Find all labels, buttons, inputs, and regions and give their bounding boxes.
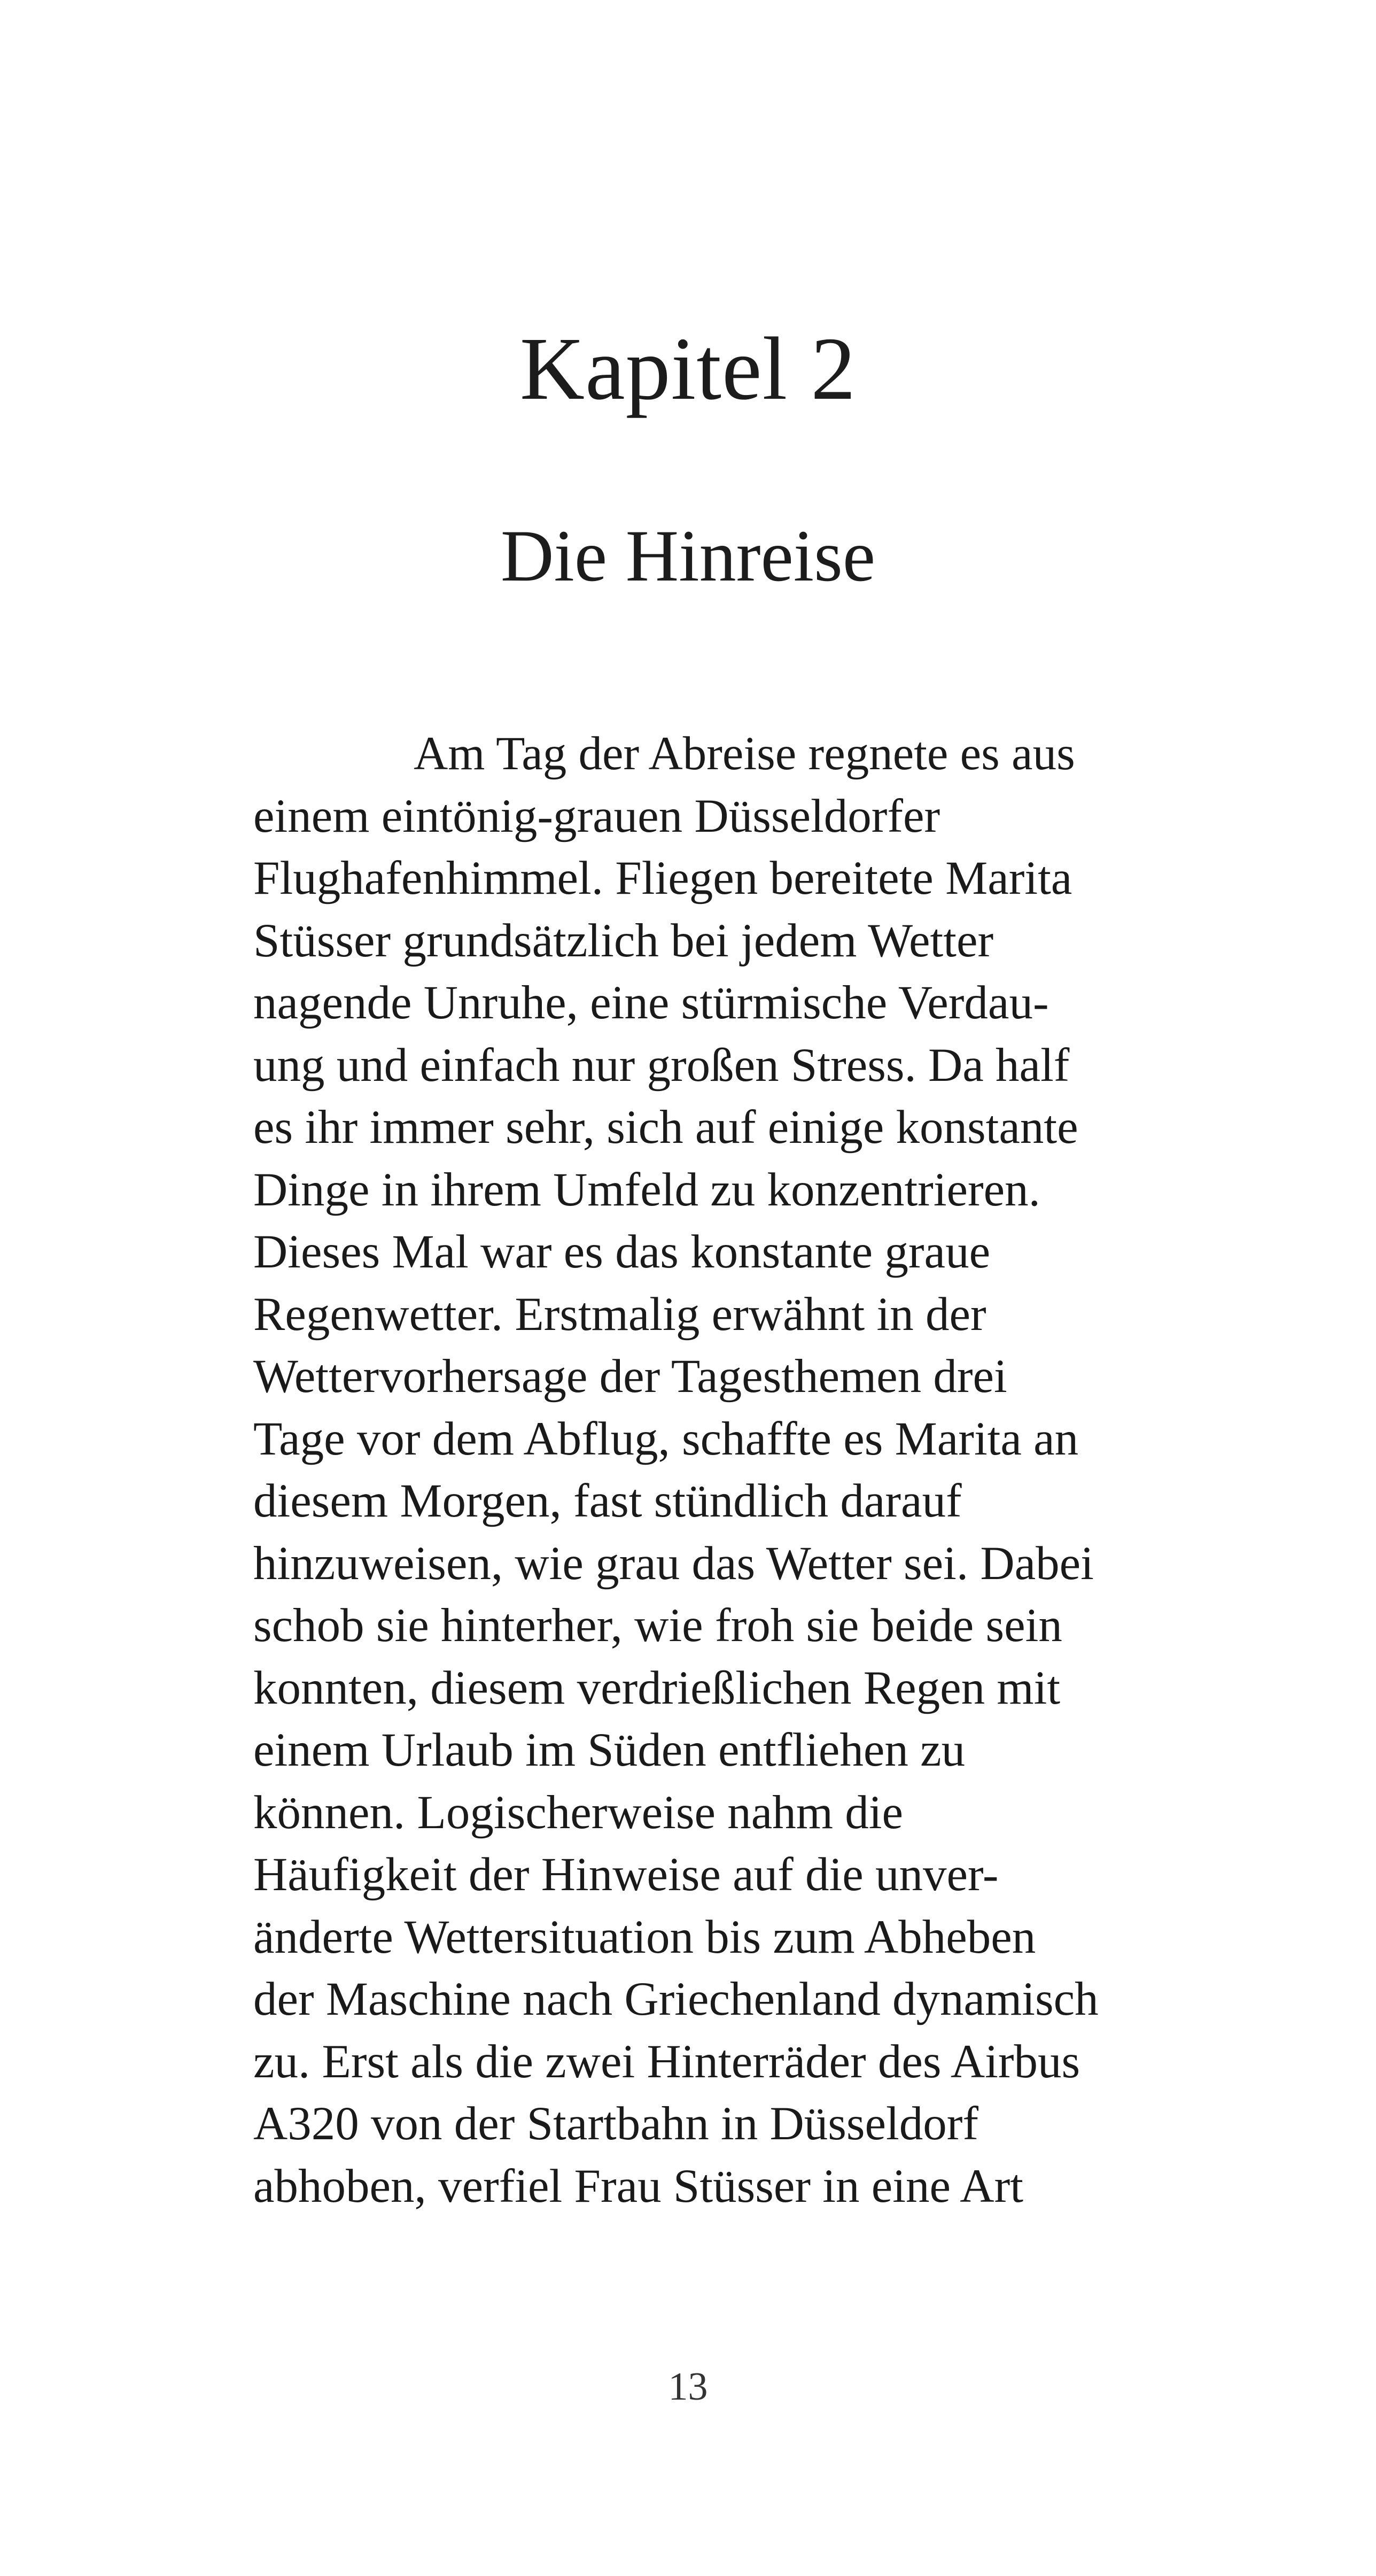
page-number: 13 bbox=[668, 2365, 708, 2409]
text-line: Wettervorhersage der Tagesthemen drei bbox=[253, 1350, 1007, 1403]
text-line: schob sie hinterher, wie froh sie beide sein bbox=[253, 1599, 1062, 1652]
text-line: konnten, diesem verdrießlichen Regen mit bbox=[253, 1661, 1061, 1714]
text-line: Regenwetter. Erstmalig erwähnt in der bbox=[253, 1288, 986, 1341]
text-line: diesem Morgen, fast stündlich darauf bbox=[253, 1475, 962, 1527]
text-line: Häufigkeit der Hinweise auf die unver- bbox=[253, 1848, 999, 1901]
text-line: Stüsser grundsätzlich bei jedem Wetter bbox=[253, 914, 994, 967]
text-line: es ihr immer sehr, sich auf einige konstante bbox=[253, 1101, 1078, 1154]
chapter-title: Kapitel 2 bbox=[519, 319, 857, 419]
text-line: zu. Erst als die zwei Hinterräder des Airbus bbox=[253, 2035, 1080, 2088]
text-line: Tage vor dem Abflug, schaffte es Marita an bbox=[253, 1412, 1079, 1465]
text-line: Dieses Mal war es das konstante graue bbox=[253, 1226, 991, 1278]
text-line: können. Logischerweise nahm die bbox=[253, 1786, 903, 1839]
body-paragraph bbox=[253, 723, 1130, 2217]
text-line: Am Tag der Abreise regnete es aus bbox=[414, 728, 1075, 780]
text-line: A320 von der Startbahn in Düsseldorf bbox=[253, 2098, 979, 2150]
text-line: hinzuweisen, wie grau das Wetter sei. Dabei bbox=[253, 1537, 1094, 1590]
text-line: änderte Wettersituation bis zum Abheben bbox=[253, 1910, 1036, 1963]
text-line: Dinge in ihrem Umfeld zu konzentrieren. bbox=[253, 1163, 1040, 1216]
text-line: der Maschine nach Griechenland dynamisch bbox=[253, 1973, 1099, 2025]
text-line: einem Urlaub im Süden entfliehen zu bbox=[253, 1724, 966, 1776]
text-line: einem eintönig-grauen Düsseldorfer bbox=[253, 790, 940, 842]
text-line: abhoben, verfiel Frau Stüsser in eine Art bbox=[253, 2160, 1023, 2213]
text-line: Flughafenhimmel. Fliegen bereitete Marita bbox=[253, 852, 1072, 904]
chapter-subtitle: Die Hinreise bbox=[500, 515, 876, 597]
text-line: ung und einfach nur großen Stress. Da half bbox=[253, 1039, 1070, 1092]
text-line: nagende Unruhe, eine stürmische Verdau- bbox=[253, 977, 1049, 1029]
